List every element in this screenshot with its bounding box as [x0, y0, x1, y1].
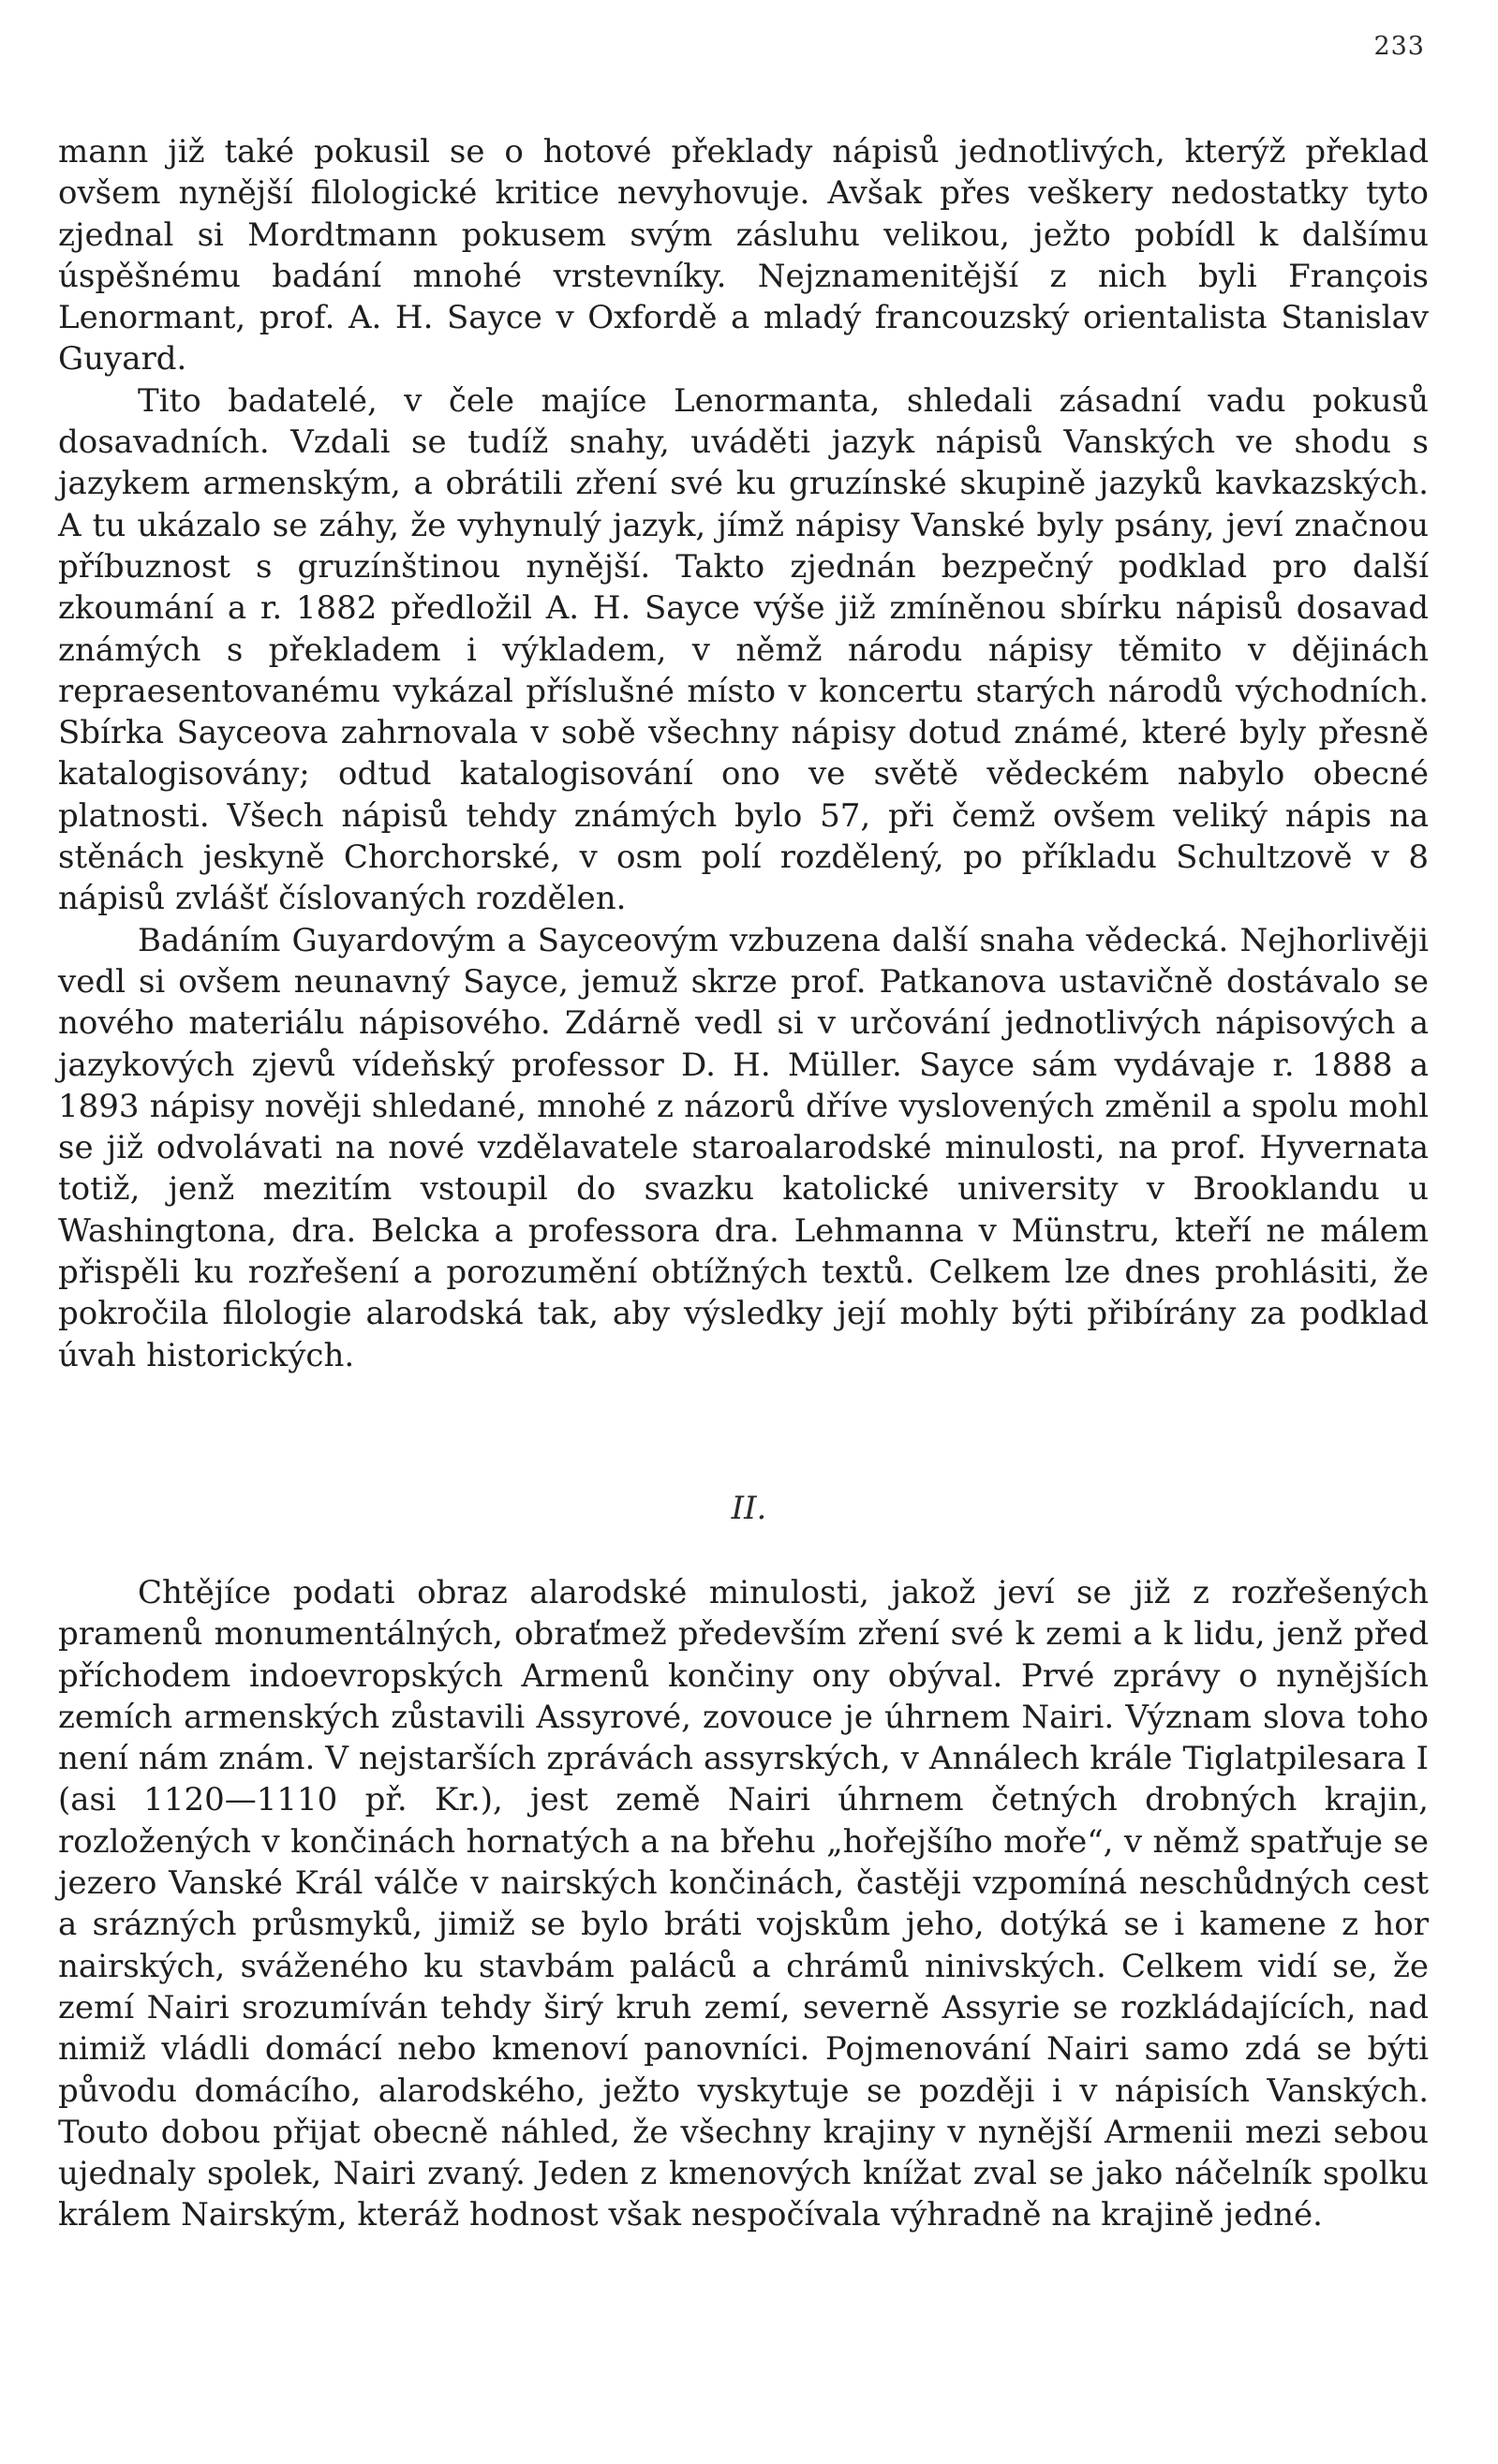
paragraph: Badáním Guyardovým a Sayceovým vzbuzena další snaha vědecká. Nejhorlivěji vedl si ovšem neunavný Sayce, jemuž skrze prof. Patkanova ustavičně dostávalo se nového materiálu nápisového. Zdárně vedl si v určování jednotlivých nápisových a jazykových zjevů vídeňský professor D. H. Müller. Sayce sám vydávaje r. 1888 a 1893 nápisy nověji shledané, mnohé z názorů dříve vyslovených změnil a spolu mohl se již odvolávati na nové vzdělavatele staroalarodské minulosti, na prof. Hyvernata totiž, jenž mezitím vstoupil do svazku katolické university v Brooklandu u Washingtona, dra. Belcka a professora dra. Lehmanna v Münstru, kteří ne málem přispěli ku rozřešení a porozumění obtížných textů. Celkem lze dnes prohlásiti, že pokročila filologie alarodská tak, aby výsledky její mohly býti přibírány za podklad úvah historických. [58, 921, 1429, 1374]
page-number: 233 [1373, 32, 1425, 61]
section-2-text [58, 1572, 1429, 2236]
paragraph: mann již také pokusil se o hotové překlady nápisů jednotlivých, kterýž překlad ovšem nynější filologické kritice nevyhovuje. Avšak přes veškery nedostatky tyto zjednal si Mordtmann pokusem svým zásluhu velikou, ježto pobídl k dalšímu úspěšnému badání mnohé vrstevníky. Nejznamenitější z nich byli François Lenormant, prof. A. H. Sayce v Oxfordě a mladý francouzský orientalista Stanislav Guyard. [58, 133, 1429, 379]
paragraph: Tito badatelé, v čele majíce Lenormanta, shledali zásadní vadu pokusů dosavadních. Vzdali se tudíž snahy, uváděti jazyk nápisů Vanských ve shodu s jazykem armenským, a obrátili zření své ku gruzínské skupině jazyků kavkazských. A tu ukázalo se záhy, že vyhynulý jazyk, jímž nápisy Vanské byly psány, jeví značnou příbuznost s gruzínštinou nynější. Takto zjednán bezpečný podklad pro další zkoumání a r. 1882 předložil A. H. Sayce výše již zmíněnou sbírku nápisů dosavad známých s překladem i výkladem, v němž národu nápisy těmito v dějinách repraesentovanému vykázal příslušné místo v koncertu starých národů východních. Sbírka Sayceova zahrnovala v sobě všechny nápisy dotud známé, které byly přesně katalogisovány; odtud katalogisování ono ve světě vědeckém nabylo obecné platnosti. Všech nápisů tehdy známých bylo 57, při čemž ovšem veliký nápis na stěnách jeskyně Chorchorské, v osm polí rozdělený, po příkladu Schultzově v 8 nápisů zvlášť číslovaných rozdělen. [58, 381, 1429, 918]
section-heading: II. [731, 1490, 767, 1527]
section-1-text [58, 131, 1429, 1376]
paragraph: Chtějíce podati obraz alarodské minulosti, jakož jeví se již z rozřešených pramenů monumentálných, obraťmež především zření své k zemi a k lidu, jenž před příchodem indoevropských Armenů končiny ony obýval. Prvé zprávy o nynějších zemích armenských zůstavili Assyrové, zovouce je úhrnem Nairi. Význam slova toho není nám znám. V nejstarších zprávách assyrských, v Annálech krále Tiglatpilesara I (asi 1120—1110 př. Kr.), jest země Nairi úhrnem četných drobných krajin, rozložených v končinách hornatých a na břehu „hořejšího moře“, v němž spatřuje se jezero Vanské Král válče v nairských končinách, častěji vzpomíná neschůdných cest a srázných průsmyků, jimiž se bylo bráti vojskům jeho, dotýká se i kamene z hor nairských, sváženého ku stavbám paláců a chrámů ninivských. Celkem vidí se, že zemí Nairi srozumíván tehdy širý kruh zemí, severně Assyrie se rozkládajících, nad nimiž vládli domácí nebo kmenoví panovníci. Pojmenování Nairi samo zdá se býti původu domácího, alarodského, ježto vyskytuje se později i v nápisích Vanských. Touto dobou přijat obecně náhled, že všechny krajiny v nynější Armenii mezi sebou ujednaly spolek, Nairi zvaný. Jeden z kmenových knížat zval se jako náčelník spolku králem Nairským, kteráž hodnost však nespočívala výhradně na krajině jedné. [58, 1574, 1429, 2234]
